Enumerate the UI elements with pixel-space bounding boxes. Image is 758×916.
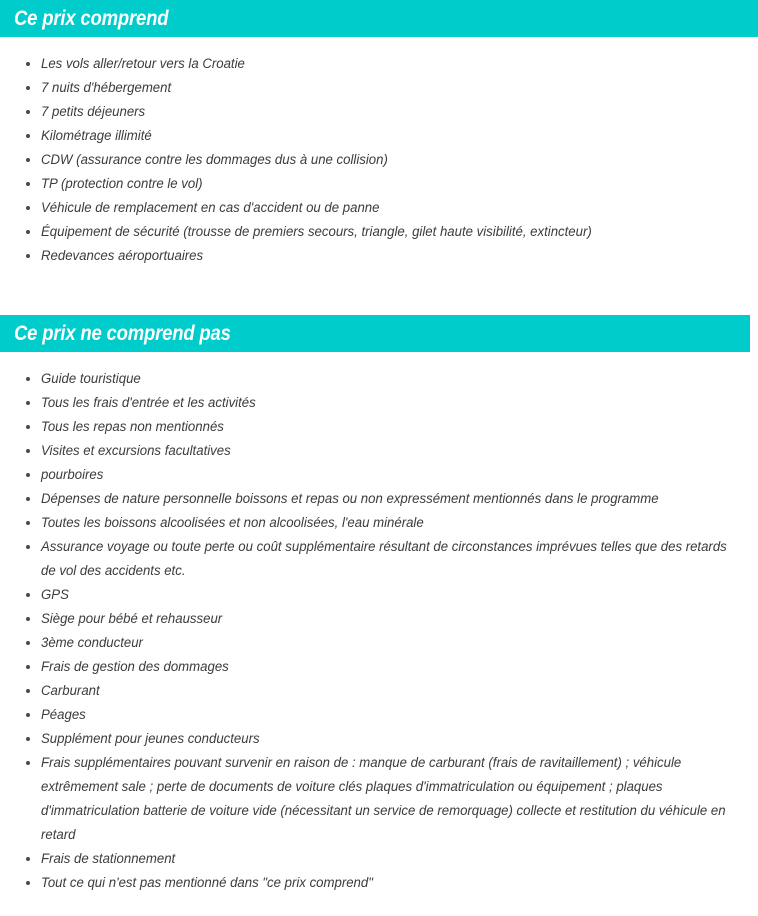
list-item	[0, 751, 758, 847]
list-item-text: Frais de gestion des dommages	[41, 659, 229, 675]
list-item	[0, 463, 758, 487]
section-title-included: Ce prix comprend	[14, 7, 169, 30]
list-item	[0, 703, 758, 727]
list-item	[0, 172, 758, 196]
list-item-text: Guide touristique	[41, 371, 141, 387]
list-item	[0, 244, 758, 268]
list-item	[0, 52, 758, 76]
list-item-text: Dépenses de nature personnelle boissons et repas ou non expressément mentionnés dans le programme	[41, 491, 659, 507]
section-price-excluded	[0, 315, 758, 895]
list-item-text: Péages	[41, 707, 86, 723]
list-item-text: Équipement de sécurité (trousse de premiers secours, triangle, gilet haute visibilité, extincteur)	[41, 224, 592, 240]
list-item	[0, 391, 758, 415]
list-item-text: Véhicule de remplacement en cas d'accident ou de panne	[41, 200, 380, 216]
list-item-text: Assurance voyage ou toute perte ou coût supplémentaire résultant de circonstances imprévues telles que des retards de vol des accidents etc.	[41, 539, 727, 579]
list-item	[0, 679, 758, 703]
list-item-text: 3ème conducteur	[41, 635, 143, 651]
list-item-text: Siège pour bébé et rehausseur	[41, 611, 223, 627]
section-header-included	[0, 0, 758, 37]
list-item	[0, 511, 758, 535]
list-item	[0, 415, 758, 439]
list-item-text: Frais de stationnement	[41, 851, 176, 867]
list-item	[0, 439, 758, 463]
list-item	[0, 487, 758, 511]
list-item-text: Visites et excursions facultatives	[41, 443, 231, 459]
list-item-text: Redevances aéroportuaires	[41, 248, 204, 264]
list-item	[0, 583, 758, 607]
list-item	[0, 148, 758, 172]
list-item	[0, 100, 758, 124]
list-item-text: Supplément pour jeunes conducteurs	[41, 731, 260, 747]
list-item-text: 7 petits déjeuners	[41, 104, 146, 120]
list-item-text: CDW (assurance contre les dommages dus à une collision)	[41, 152, 388, 168]
section-body-included	[0, 37, 758, 268]
list-item-text: Frais supplémentaires pouvant survenir en raison de : manque de carburant (frais de ravitaillement) ; véhicule extrêmement sale ; perte de documents de voiture clés plaques d'immatriculation ou équipement ; plaques d'immatriculation batterie de voiture vide (nécessitant un service de remorquage) collecte et restitution du véhicule en retard	[41, 755, 726, 843]
list-item-text: Tout ce qui n'est pas mentionné dans "ce prix comprend"	[41, 875, 373, 891]
list-item-text: Tous les repas non mentionnés	[41, 419, 224, 435]
list-item	[0, 367, 758, 391]
list-item	[0, 607, 758, 631]
list-item	[0, 124, 758, 148]
list-item	[0, 631, 758, 655]
list-item-text: Carburant	[41, 683, 100, 699]
list-item-text: GPS	[41, 587, 69, 603]
list-item	[0, 727, 758, 751]
list-item-text: 7 nuits d'hébergement	[41, 80, 172, 96]
list-item-text: pourboires	[41, 467, 104, 483]
list-item	[0, 655, 758, 679]
list-item-text: Toutes les boissons alcoolisées et non alcoolisées, l'eau minérale	[41, 515, 424, 531]
section-header-excluded	[0, 315, 750, 352]
section-price-included	[0, 0, 758, 268]
list-item-text: Les vols aller/retour vers la Croatie	[41, 56, 245, 72]
list-item	[0, 847, 758, 871]
section-title-excluded: Ce prix ne comprend pas	[14, 322, 231, 345]
included-list	[0, 52, 758, 268]
list-item	[0, 220, 758, 244]
section-divider-space	[0, 268, 758, 315]
list-item	[0, 76, 758, 100]
section-body-excluded	[0, 352, 758, 895]
list-item	[0, 535, 758, 583]
list-item-text: Kilométrage illimité	[41, 128, 152, 144]
list-item-text: Tous les frais d'entrée et les activités	[41, 395, 256, 411]
excluded-list	[0, 367, 758, 895]
list-item-text: TP (protection contre le vol)	[41, 176, 203, 192]
list-item	[0, 196, 758, 220]
list-item	[0, 871, 758, 895]
